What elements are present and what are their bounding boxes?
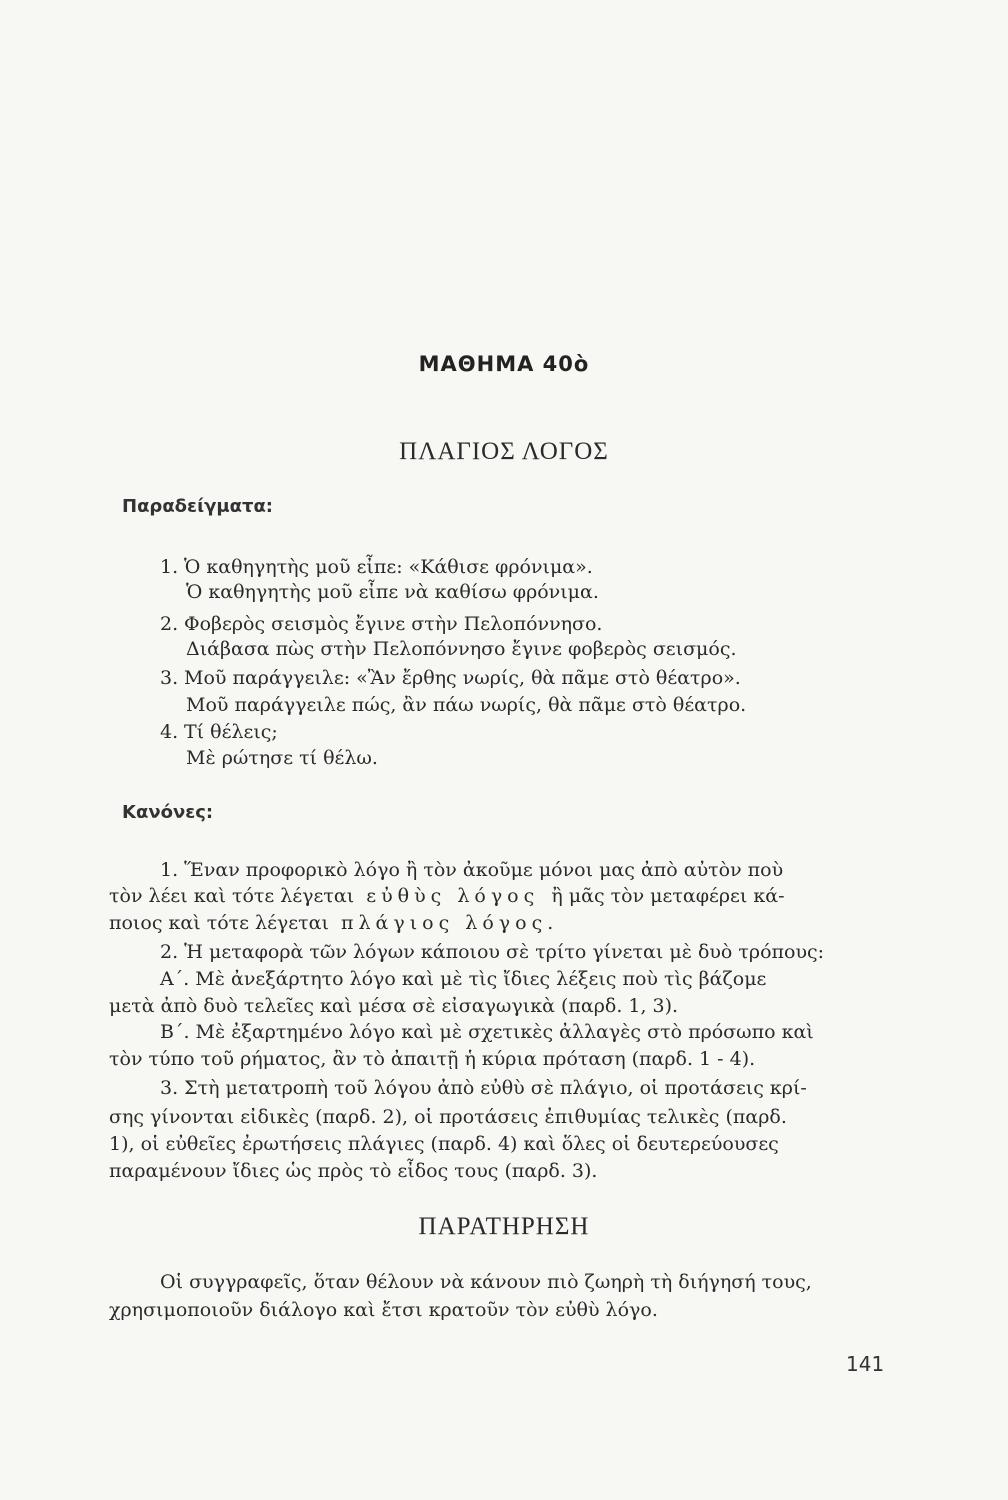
lesson-title: ΜΑΘΗΜΑ 40ὸ bbox=[418, 352, 590, 376]
rule-1-line-a: 1. Ἕναν προφορικὸ λόγο ἢ τὸν ἀκοῦμε μόνοι μας ἀπὸ αὐτὸν ποὺ bbox=[160, 859, 784, 881]
example-2-line-1 bbox=[160, 612, 602, 636]
example-1-indirect: Ὁ καθηγητὴς μοῦ εἶπε νὰ καθίσω φρόνιμα. bbox=[186, 581, 599, 603]
example-2-number: 2. bbox=[160, 613, 179, 635]
example-3-indirect: Μοῦ παράγγειλε πώς, ἂν πάω νωρίς, θὰ πᾶμε στὸ θέατρο. bbox=[186, 694, 747, 716]
example-3-direct: Μοῦ παράγγειλε: «Ἂν ἔρθης νωρίς, θὰ πᾶμε στὸ θέατρο». bbox=[184, 667, 741, 689]
remark-line-a: Οἱ συγγραφεῖς, ὅταν θέλουν νὰ κάνουν πιὸ ζωηρὴ τὴ διήγησή τους, bbox=[160, 1271, 812, 1293]
example-4-direct: Τί θέλεις; bbox=[184, 721, 278, 743]
example-4-line-1 bbox=[160, 720, 278, 744]
rule-1-text-cont: ἢ μᾶς τὸν μεταφέρει κά- bbox=[551, 885, 785, 907]
example-2-direct: Φοβερὸς σεισμὸς ἔγινε στὴν Πελοπόννησο. bbox=[184, 613, 603, 635]
remark-title: ΠΑΡΑΤΗΡΗΣΗ bbox=[418, 1213, 590, 1240]
examples-heading: Παραδείγματα: bbox=[122, 496, 274, 517]
rule-1-line-c bbox=[109, 911, 558, 935]
rule-3-line-d: παραμένουν ἴδιες ὡς πρὸς τὸ εἶδος τους (παρδ. 3). bbox=[109, 1160, 598, 1182]
example-1-number: 1. bbox=[160, 556, 179, 578]
rule-3-line-a: 3. Στὴ μετατροπὴ τοῦ λόγου ἀπὸ εὐθὺ σὲ πλάγιο, οἱ προτάσεις κρί- bbox=[160, 1077, 807, 1099]
rule-1-text-end: ποιος καὶ τότε λέγεται bbox=[109, 912, 329, 934]
example-2-indirect: Διάβασα πὼς στὴν Πελοπόννησο ἔγινε φοβερὸς σεισμός. bbox=[186, 638, 737, 660]
example-1-direct: Ὁ καθηγητὴς μοῦ εἶπε: «Κάθισε φρόνιμα». bbox=[184, 556, 593, 578]
term-indirect-speech: πλάγιος λόγος. bbox=[341, 912, 559, 934]
example-4-indirect: Μὲ ρώτησε τί θέλω. bbox=[186, 747, 378, 769]
remark-line-b: χρησιμοποιοῦν διάλογο καὶ ἔτσι κρατοῦν τὸν εὐθὺ λόγο. bbox=[109, 1299, 658, 1321]
example-3-number: 3. bbox=[160, 667, 179, 689]
rule-1-text: τὸν λέει καὶ τότε λέγεται bbox=[109, 885, 355, 907]
section-title: ΠΛΑΓΙΟΣ ΛΟΓΟΣ bbox=[399, 438, 609, 465]
example-3-line-1 bbox=[160, 666, 741, 690]
rule-2-line-c: μετὰ ἀπὸ δυὸ τελεῖες καὶ μέσα σὲ εἰσαγωγικὰ (παρδ. 1, 3). bbox=[109, 995, 679, 1017]
page-number: 141 bbox=[846, 1352, 885, 1376]
example-1-line-1 bbox=[160, 555, 593, 579]
rules-heading: Κανόνες: bbox=[122, 802, 214, 823]
rule-2-line-a: 2. Ἡ μεταφορὰ τῶν λόγων κάποιου σὲ τρίτο γίνεται μὲ δυὸ τρόπους: bbox=[160, 941, 825, 963]
rule-2-line-b: Α΄. Μὲ ἀνεξάρτητο λόγο καὶ μὲ τὶς ἴδιες λέξεις ποὺ τὶς βάζομε bbox=[160, 968, 767, 990]
rule-3-line-c: 1), οἱ εὐθεῖες ἐρωτήσεις πλάγιες (παρδ. 4) καὶ ὅλες οἱ δευτερεύουσες bbox=[109, 1133, 779, 1155]
rule-2-line-e: τὸν τύπο τοῦ ρήματος, ἂν τὸ ἀπαιτῇ ἡ κύρια πρόταση (παρδ. 1 - 4). bbox=[109, 1048, 756, 1070]
term-direct-speech: εὐθὺς λόγος bbox=[366, 885, 540, 907]
rule-2-line-d: Β΄. Μὲ ἐξαρτημένο λόγο καὶ μὲ σχετικὲς ἀλλαγὲς στὸ πρόσωπο καὶ bbox=[160, 1021, 814, 1043]
rule-1-line-b bbox=[109, 884, 785, 908]
rule-3-line-b: σης γίνονται εἰδικὲς (παρδ. 2), οἱ προτάσεις ἐπιθυμίας τελικὲς (παρδ. bbox=[109, 1106, 787, 1128]
example-4-number: 4. bbox=[160, 721, 179, 743]
